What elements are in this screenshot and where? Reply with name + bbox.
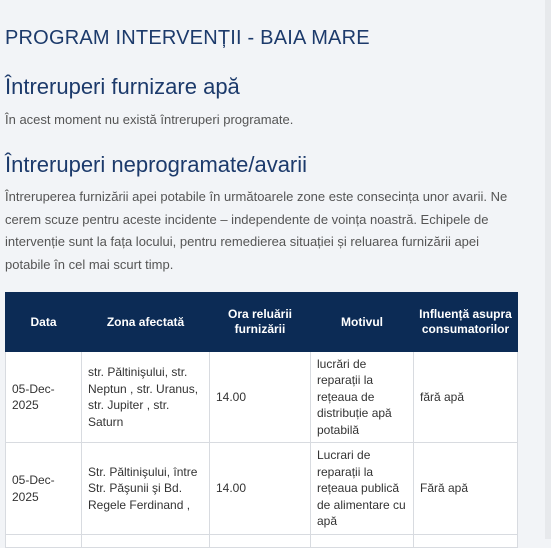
table-row: [6, 443, 518, 535]
cell-zone: str. Păltinişului, str. Neptun , str. Uranus, str. Jupiter , str. Saturn: [82, 352, 210, 443]
scheduled-heading: Întreruperi furnizare apă: [5, 74, 240, 99]
column-header-zone: Zona afectată: [82, 293, 210, 352]
outages-table: [5, 292, 518, 548]
cell-date: 05-Dec-2025: [6, 443, 82, 535]
column-header-date: Data: [6, 293, 82, 352]
table-row: [6, 352, 518, 443]
cell-reason: Lucrari de reparații la rețeaua publică de alimentare cu apă: [311, 443, 414, 535]
cell-date: 05-Dec-2025: [6, 352, 82, 443]
cell-impact: Fără apă: [414, 443, 518, 535]
table-row-partial: [6, 535, 518, 548]
unscheduled-heading: Întreruperi neprogramate/avarii: [5, 152, 308, 177]
cell-reason: lucrări de reparații la rețeaua de distribuție apă potabilă: [311, 352, 414, 443]
page-scrollbar[interactable]: [545, 0, 551, 539]
cell-impact: fără apă: [414, 352, 518, 443]
page-title: PROGRAM INTERVENȚII - BAIA MARE: [5, 27, 370, 49]
column-header-reason: Motivul: [311, 293, 414, 352]
cell-resume-time: 14.00: [210, 352, 311, 443]
unscheduled-text: Întreruperea furnizării apei potabile în următoarele zone este consecința unor avarii. Ne cerem scuze pentru aceste incidente – independente de voința noastră. Echipele de intervenție sunt la fața locului, pentru remedierea situației și reluarea furnizării apei potabile în cel mai scurt timp.: [5, 189, 508, 272]
column-header-impact: Influență asupra consumatorilor: [414, 293, 518, 352]
cell-zone: Str. Păltinişului, între Str. Păşunii şi Bd. Regele Ferdinand ,: [82, 443, 210, 535]
column-header-resume-time: Ora reluării furnizării: [210, 293, 311, 352]
table-header-row: [6, 293, 518, 352]
cell-resume-time: 14.00: [210, 443, 311, 535]
scheduled-text: În acest moment nu există întreruperi programate.: [5, 112, 294, 127]
